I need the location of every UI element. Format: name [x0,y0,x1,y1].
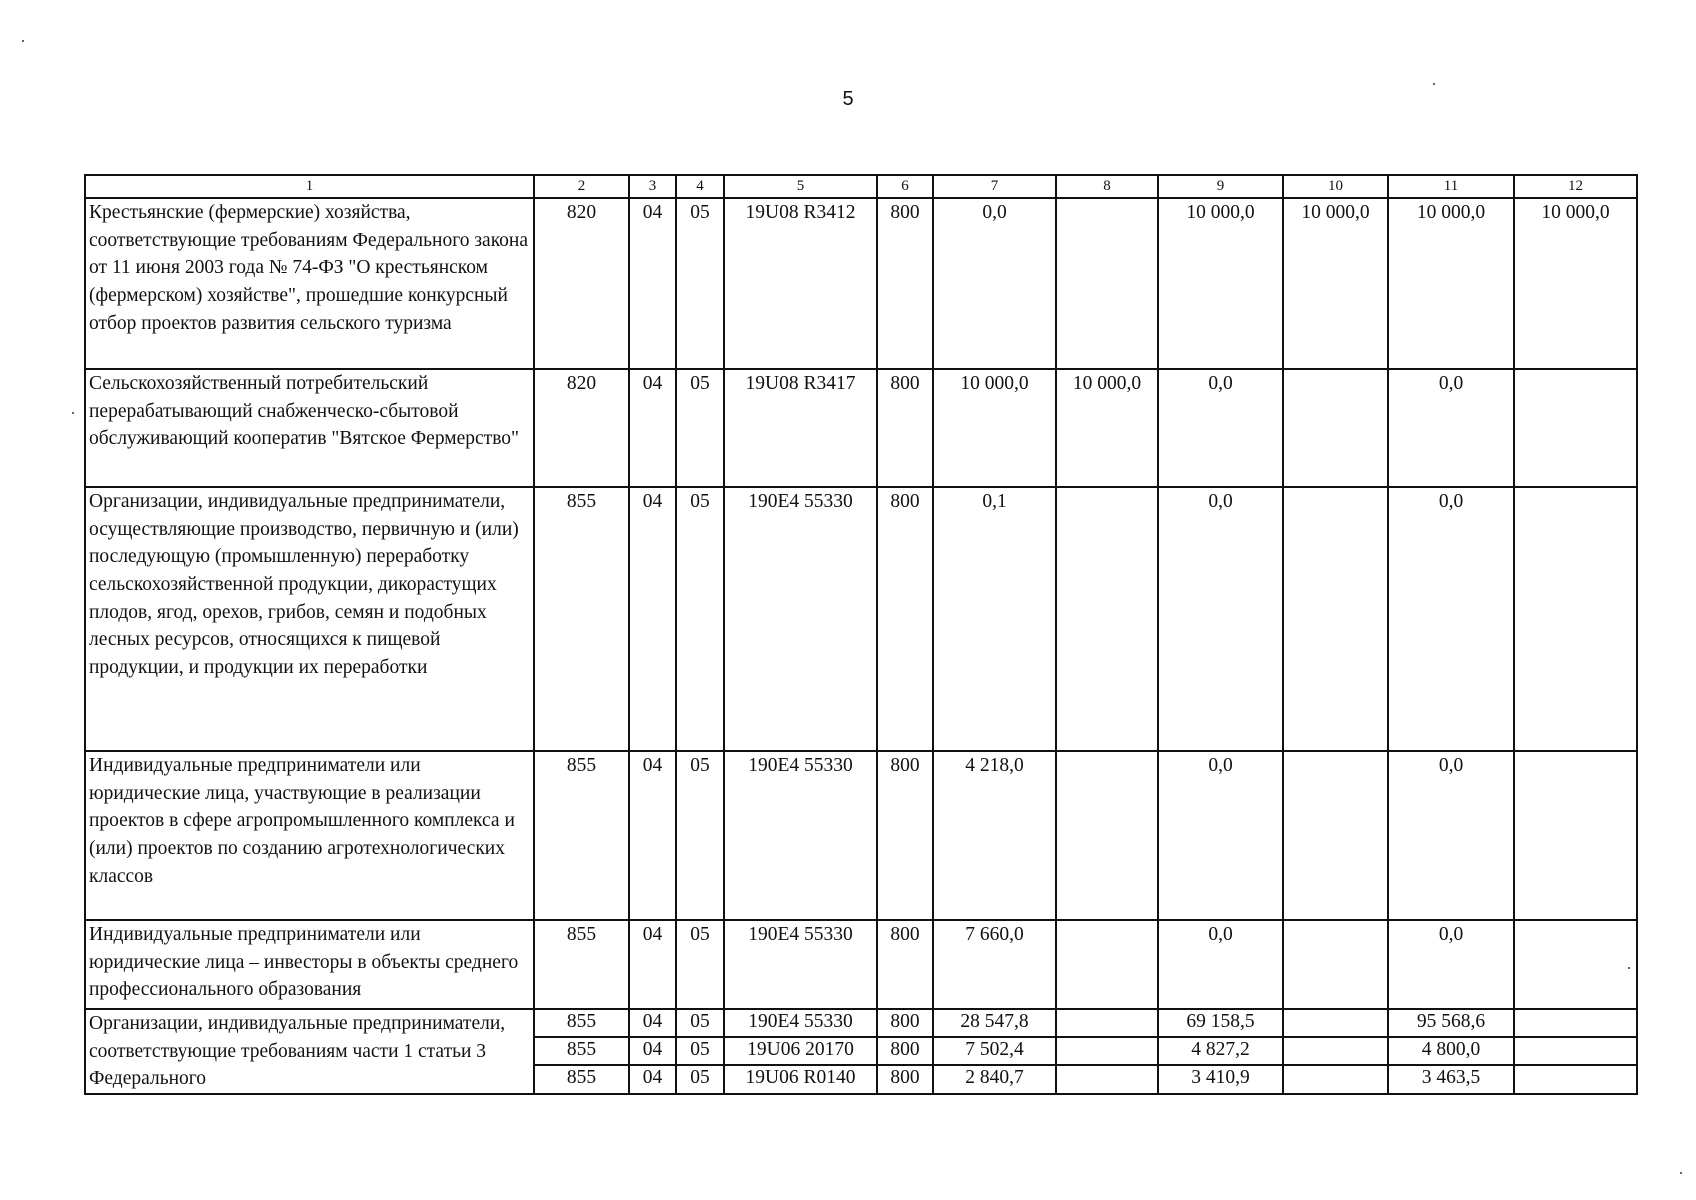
cell-subsection: 05 [676,1065,724,1093]
cell-ministry-code: 855 [534,1037,629,1065]
cell-value [1514,1009,1637,1037]
cell-ministry-code: 855 [534,920,629,1009]
cell-expense-type: 800 [877,1009,933,1037]
cell-section: 04 [629,1037,676,1065]
column-header: 8 [1056,175,1158,198]
budget-table [84,174,1638,1095]
cell-value: 28 547,8 [933,1009,1056,1037]
cell-target-article: 190E4 55330 [724,751,877,920]
cell-expense-type: 800 [877,198,933,369]
cell-ministry-code: 820 [534,369,629,487]
header-row [85,175,1637,198]
cell-value: 10 000,0 [1388,198,1514,369]
column-header: 5 [724,175,877,198]
cell-subsection: 05 [676,369,724,487]
cell-value [1514,1065,1637,1093]
cell-value: 7 660,0 [933,920,1056,1009]
cell-target-article: 190E4 55330 [724,487,877,751]
cell-value [1056,1065,1158,1093]
cell-value: 10 000,0 [933,369,1056,487]
recipient-description: Индивидуальные предприниматели или юридические лица – инвесторы в объекты среднего профессионального образования [85,920,534,1009]
scan-speck [1680,1172,1682,1174]
cell-expense-type: 800 [877,369,933,487]
cell-ministry-code: 855 [534,1065,629,1093]
recipient-description: Крестьянские (фермерские) хозяйства, соответствующие требованиям Федерального закона от 11 июня 2003 года № 74-ФЗ "О крестьянском (фермерском) хозяйстве", прошедшие конкурсный отбор проектов развития сельского туризма [85,198,534,369]
cell-ministry-code: 820 [534,198,629,369]
cell-value: 4 827,2 [1158,1037,1283,1065]
cell-target-article: 19U08 R3412 [724,198,877,369]
cell-target-article: 190E4 55330 [724,1009,877,1037]
scan-speck [1628,967,1630,969]
cell-value [1283,920,1388,1009]
cell-value [1056,1037,1158,1065]
cell-value [1283,1037,1388,1065]
column-header: 12 [1514,175,1637,198]
table-row [85,198,1637,369]
cell-value [1056,198,1158,369]
cell-value [1283,1009,1388,1037]
cell-target-article: 19U06 R0140 [724,1065,877,1093]
column-header: 7 [933,175,1056,198]
cell-value: 0,0 [1388,920,1514,1009]
column-header: 11 [1388,175,1514,198]
scan-speck [22,40,24,42]
column-header: 10 [1283,175,1388,198]
cell-value: 69 158,5 [1158,1009,1283,1037]
cell-value: 10 000,0 [1158,198,1283,369]
cell-value: 4 800,0 [1388,1037,1514,1065]
cell-value: 0,0 [1388,487,1514,751]
cell-section: 04 [629,198,676,369]
cell-value [1283,751,1388,920]
cell-value: 0,0 [1388,751,1514,920]
table-row [85,1009,1637,1037]
cell-section: 04 [629,751,676,920]
scan-speck [72,412,74,414]
table-row [85,369,1637,487]
cell-target-article: 19U06 20170 [724,1037,877,1065]
cell-value [1514,487,1637,751]
cell-value: 95 568,6 [1388,1009,1514,1037]
cell-value [1283,369,1388,487]
cell-value: 10 000,0 [1514,198,1637,369]
cell-value [1283,1065,1388,1093]
recipient-description: Организации, индивидуальные предприниматели, соответствующие требованиям части 1 статьи 3 Федерального [85,1009,534,1094]
recipient-description: Организации, индивидуальные предприниматели, осуществляющие производство, первичную и (или) последующую (промышленную) переработку сельскохозяйственной продукции, дикорастущих плодов, ягод, орехов, грибов, семян и подобных лесных ресурсов, относящихся к пищевой продукции, и продукции их переработки [85,487,534,751]
column-header: 9 [1158,175,1283,198]
column-header: 1 [85,175,534,198]
cell-ministry-code: 855 [534,751,629,920]
cell-value: 2 840,7 [933,1065,1056,1093]
cell-subsection: 05 [676,198,724,369]
cell-section: 04 [629,487,676,751]
cell-subsection: 05 [676,751,724,920]
cell-expense-type: 800 [877,487,933,751]
cell-value: 3 410,9 [1158,1065,1283,1093]
cell-value: 0,0 [1158,751,1283,920]
cell-value: 10 000,0 [1056,369,1158,487]
cell-section: 04 [629,920,676,1009]
table-row [85,751,1637,920]
cell-target-article: 19U08 R3417 [724,369,877,487]
table-row [85,920,1637,1009]
column-header: 4 [676,175,724,198]
page-number: 5 [842,88,854,110]
cell-value [1514,369,1637,487]
cell-value: 4 218,0 [933,751,1056,920]
cell-ministry-code: 855 [534,487,629,751]
scan-speck [1433,83,1435,85]
cell-ministry-code: 855 [534,1009,629,1037]
cell-section: 04 [629,1065,676,1093]
cell-expense-type: 800 [877,751,933,920]
cell-value [1514,751,1637,920]
cell-value: 0,0 [1388,369,1514,487]
column-header: 3 [629,175,676,198]
cell-expense-type: 800 [877,1065,933,1093]
cell-value [1056,487,1158,751]
cell-subsection: 05 [676,487,724,751]
cell-value [1056,751,1158,920]
cell-value [1514,920,1637,1009]
cell-value [1283,487,1388,751]
recipient-description: Сельскохозяйственный потребительский перерабатывающий снабженческо-сбытовой обслуживающий кооператив "Вятское Фермерство" [85,369,534,487]
cell-value [1056,920,1158,1009]
cell-value: 0,0 [933,198,1056,369]
cell-value: 7 502,4 [933,1037,1056,1065]
cell-expense-type: 800 [877,1037,933,1065]
cell-value: 10 000,0 [1283,198,1388,369]
cell-target-article: 190E4 55330 [724,920,877,1009]
recipient-description: Индивидуальные предприниматели или юридические лица, участвующие в реализации проектов в сфере агропромышленного комплекса и (или) проектов по созданию агротехнологических классов [85,751,534,920]
table-row [85,487,1637,751]
cell-value [1056,1009,1158,1037]
cell-value: 3 463,5 [1388,1065,1514,1093]
cell-subsection: 05 [676,1037,724,1065]
cell-value: 0,0 [1158,369,1283,487]
column-header: 2 [534,175,629,198]
cell-value: 0,0 [1158,487,1283,751]
column-header: 6 [877,175,933,198]
cell-value: 0,0 [1158,920,1283,1009]
cell-value [1514,1037,1637,1065]
cell-expense-type: 800 [877,920,933,1009]
cell-subsection: 05 [676,920,724,1009]
cell-subsection: 05 [676,1009,724,1037]
cell-section: 04 [629,1009,676,1037]
cell-section: 04 [629,369,676,487]
cell-value: 0,1 [933,487,1056,751]
